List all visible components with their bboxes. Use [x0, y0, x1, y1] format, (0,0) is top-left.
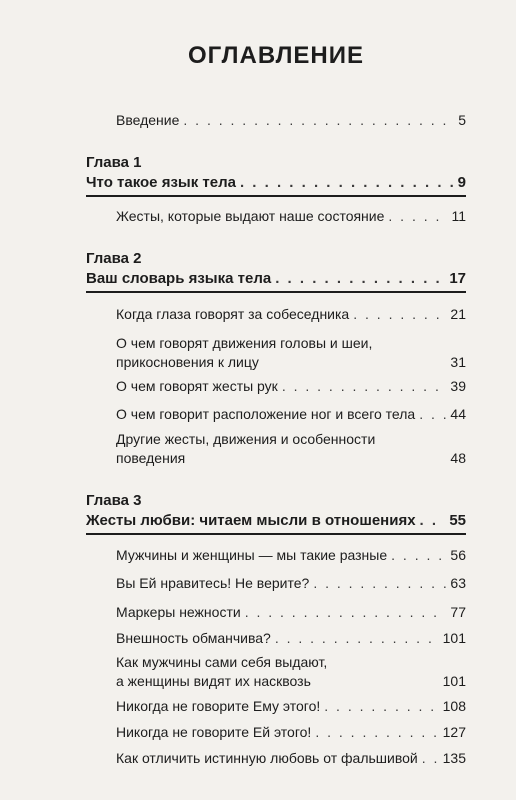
dot-leader: [422, 749, 439, 767]
chapter-title: Что такое язык тела: [86, 174, 236, 191]
chapter-title: Ваш словарь языка тела: [86, 270, 272, 287]
toc-entry-page: 11: [451, 208, 466, 224]
toc-entry-title: Маркеры нежности: [116, 604, 241, 620]
toc-entry-title: Мужчины и женщины — мы такие разные: [116, 547, 388, 563]
toc-entry[interactable]: [116, 546, 466, 564]
toc-entry-page: 31: [450, 354, 466, 370]
toc-entry-page: 77: [450, 604, 466, 620]
dot-leader: [275, 270, 445, 288]
toc-entry-title: Внешность обманчива?: [116, 630, 271, 646]
dot-leader: [245, 603, 447, 621]
chapter-page: 55: [449, 512, 466, 529]
toc-entry-title: О чем говорят жесты рук: [116, 378, 278, 394]
toc-entry-title-line: Как мужчины сами себя выдают,: [116, 654, 328, 670]
dot-leader: [388, 207, 447, 225]
table-of-contents-page: [86, 0, 466, 800]
toc-entry[interactable]: [116, 405, 466, 423]
toc-entry-intro[interactable]: [116, 111, 466, 129]
chapter-page: 17: [449, 270, 466, 287]
chapter-1-label: Глава 1: [86, 154, 142, 171]
toc-entry[interactable]: [116, 430, 466, 468]
toc-entry-title: О чем говорит расположение ног и всего тела: [116, 406, 416, 422]
toc-entry-title-line: Другие жесты, движения и особенности: [116, 431, 376, 447]
toc-entry[interactable]: [116, 723, 466, 741]
toc-entry[interactable]: [116, 653, 466, 691]
toc-entry-page: 44: [450, 406, 466, 422]
toc-entry[interactable]: [116, 377, 466, 395]
toc-entry[interactable]: [116, 574, 466, 592]
toc-entry-title-line: поведения: [116, 450, 186, 466]
chapter-3-rule: [86, 533, 466, 535]
toc-entry[interactable]: [116, 629, 466, 647]
chapter-title: Жесты любви: читаем мысли в отношениях: [86, 512, 416, 529]
dot-leader: [313, 574, 446, 592]
toc-entry[interactable]: [116, 603, 466, 621]
toc-entry-page: 48: [450, 450, 466, 466]
toc-entry-page: 21: [450, 306, 466, 322]
toc-entry-title: Жесты, которые выдают наше состояние: [116, 208, 385, 224]
toc-entry[interactable]: [116, 207, 466, 225]
toc-entry-page: 101: [442, 673, 466, 689]
toc-entry-title: Когда глаза говорят за собеседника: [116, 306, 350, 322]
toc-entry-title: Введение: [116, 112, 180, 128]
dot-leader: [282, 377, 447, 395]
toc-entry-page: 5: [458, 112, 466, 128]
toc-entry-page: 39: [450, 378, 466, 394]
toc-entry[interactable]: [116, 749, 466, 767]
chapter-2-label: Глава 2: [86, 250, 142, 267]
toc-entry[interactable]: [116, 334, 466, 372]
dot-leader: [275, 629, 439, 647]
toc-entry-page: 108: [442, 698, 466, 714]
chapter-1-rule: [86, 195, 466, 197]
toc-entry-title: Никогда не говорите Ему этого!: [116, 698, 321, 714]
chapter-page: 9: [457, 174, 466, 191]
chapter-3-label: Глава 3: [86, 492, 142, 509]
toc-entry-title: Как отличить истинную любовь от фальшивой: [116, 750, 418, 766]
toc-entry[interactable]: [116, 697, 466, 715]
dot-leader: [324, 697, 438, 715]
page-title: ОГЛАВЛЕНИЕ: [187, 42, 365, 69]
chapter-2-entry[interactable]: [86, 270, 466, 288]
chapter-3-entry[interactable]: [86, 512, 466, 530]
toc-entry-page: 127: [442, 724, 466, 740]
toc-entry[interactable]: [116, 305, 466, 323]
dot-leader: [315, 723, 438, 741]
dot-leader: [353, 305, 446, 323]
toc-entry-title-line: прикосновения к лицу: [116, 354, 259, 370]
toc-entry-page: 135: [442, 750, 466, 766]
dot-leader: [419, 405, 446, 423]
dot-leader: [391, 546, 446, 564]
toc-entry-page: 56: [450, 547, 466, 563]
toc-entry-page: 101: [442, 630, 466, 646]
dot-leader: [183, 111, 454, 129]
chapter-2-rule: [86, 291, 466, 293]
dot-leader: [240, 174, 454, 192]
toc-entry-title: Никогда не говорите Ей этого!: [116, 724, 312, 740]
toc-entry-title-line: О чем говорят движения головы и шеи,: [116, 335, 373, 351]
toc-entry-title: Вы Ей нравитесь! Не верите?: [116, 575, 310, 591]
toc-entry-page: 63: [450, 575, 466, 591]
chapter-1-entry[interactable]: [86, 174, 466, 192]
dot-leader: [420, 512, 446, 530]
toc-entry-title-line: а женщины видят их насквозь: [116, 673, 311, 689]
